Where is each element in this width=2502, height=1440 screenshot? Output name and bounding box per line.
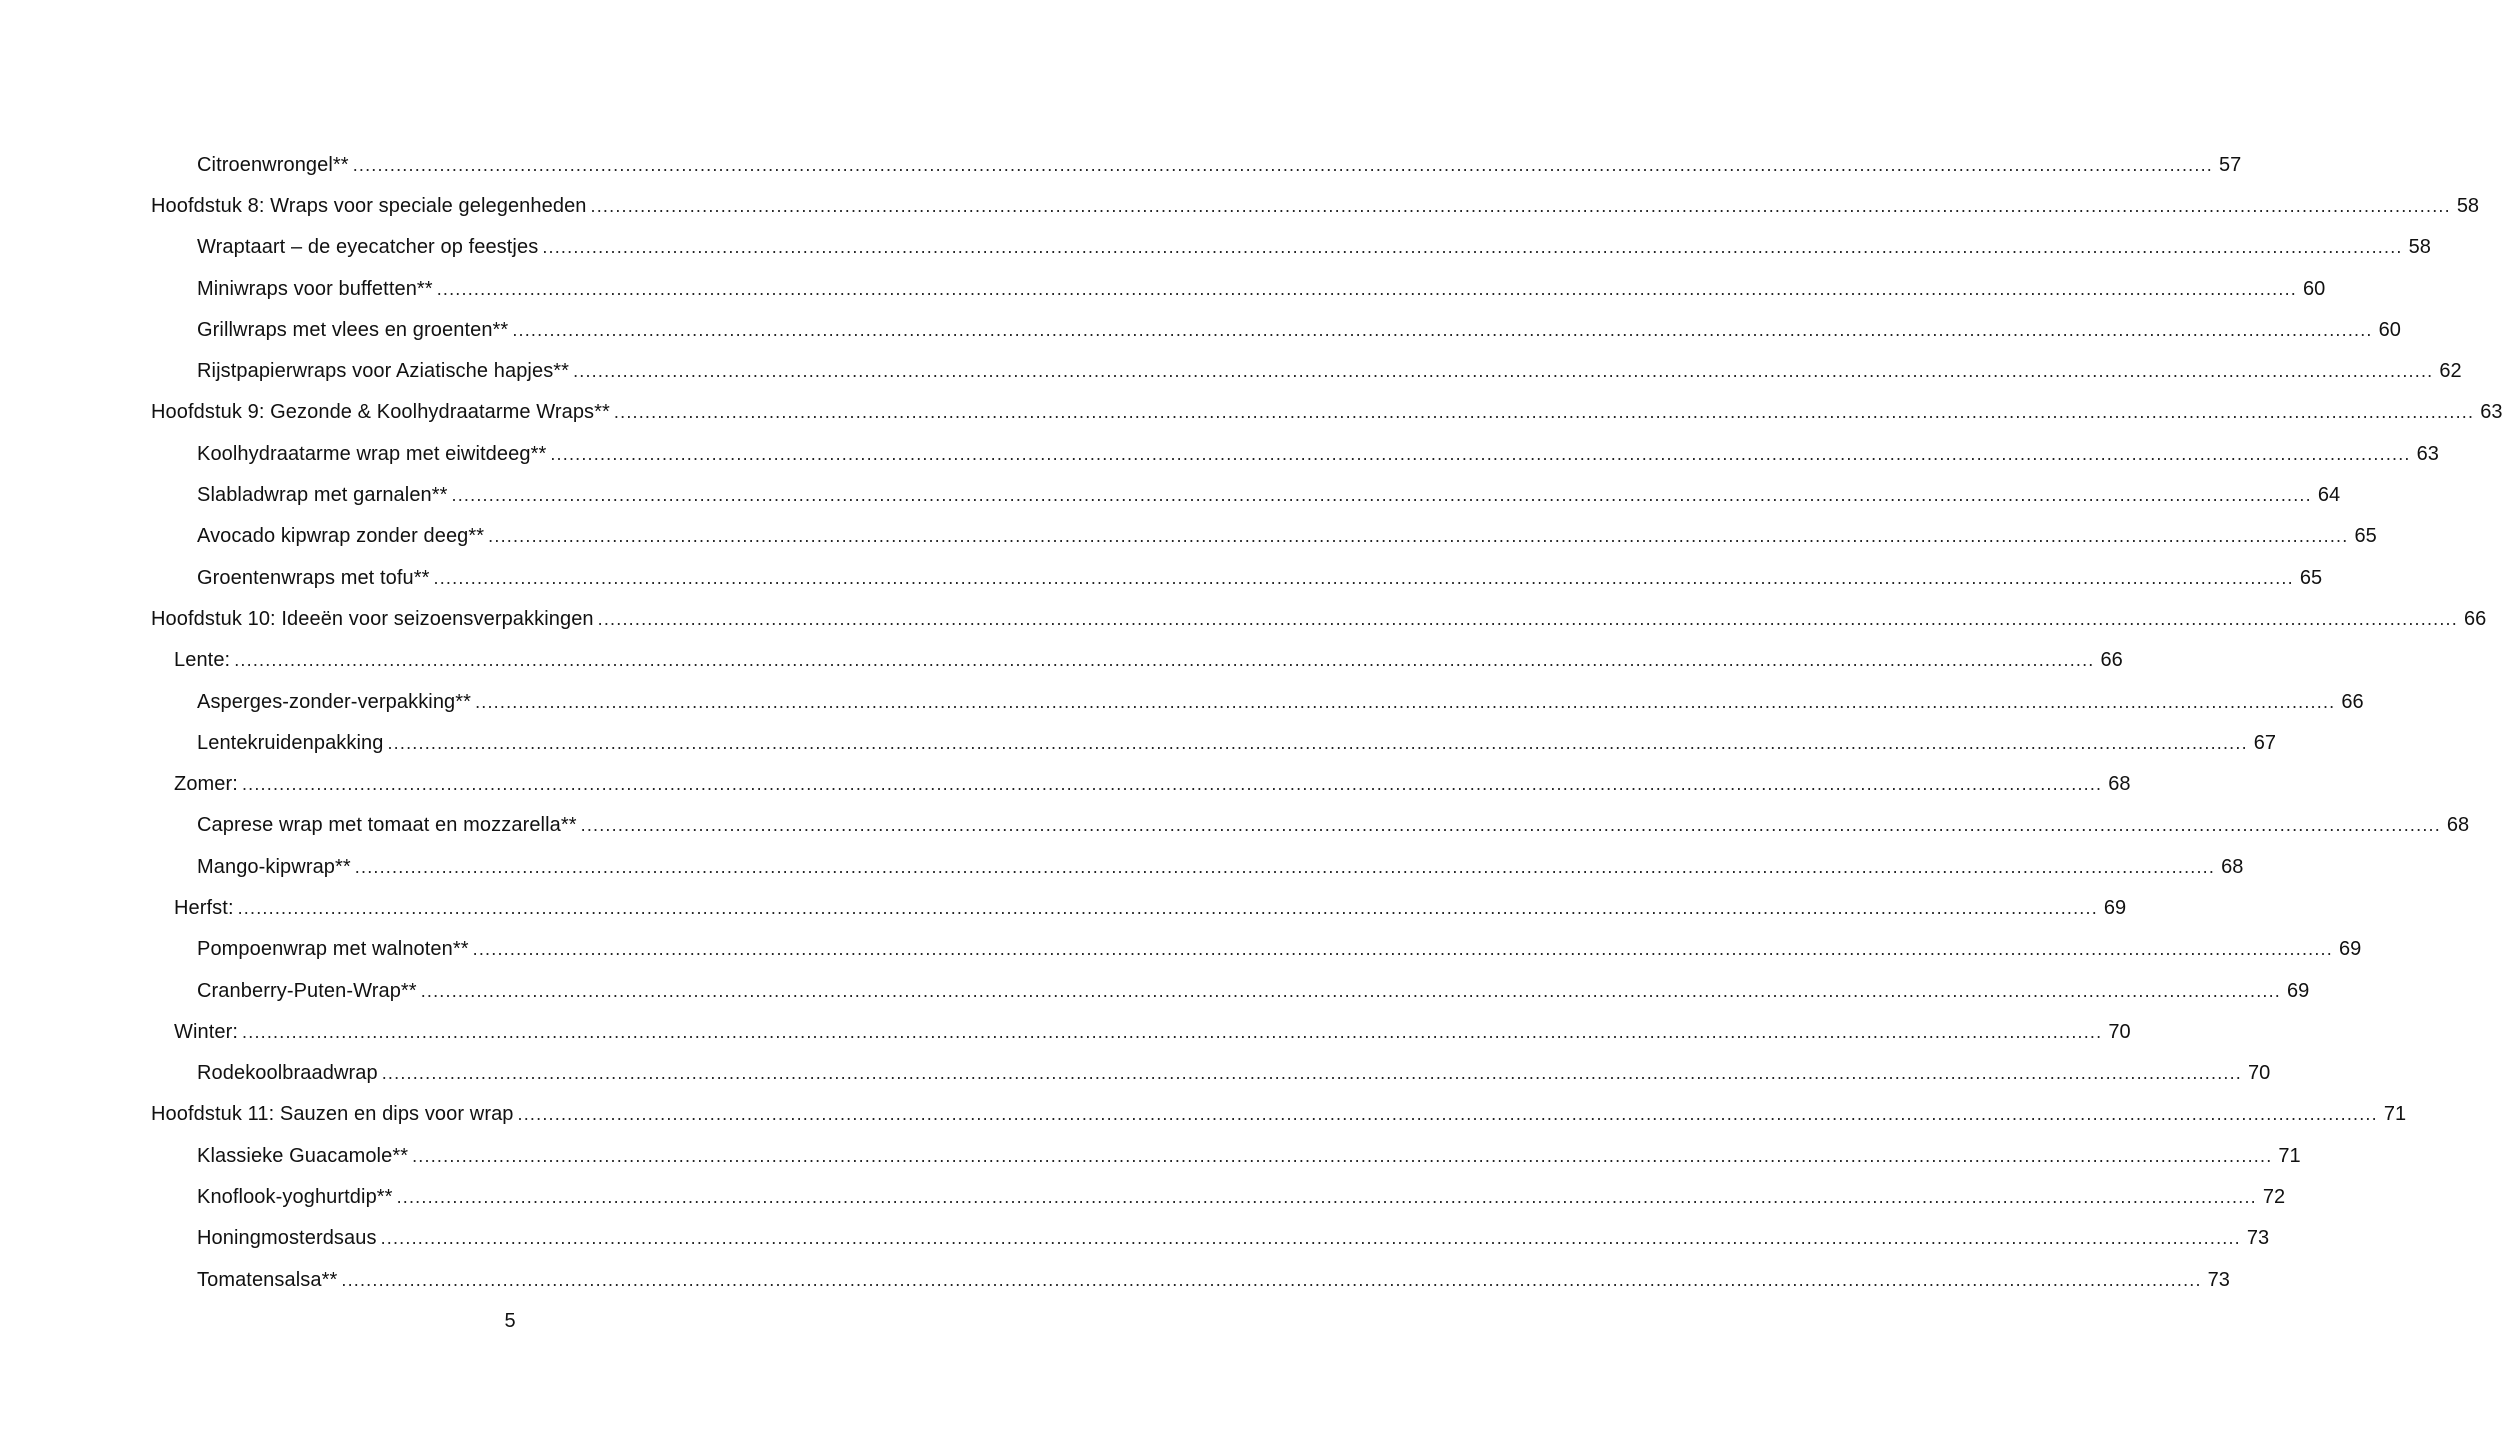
toc-dot-leader: ............................................................................................................................................................................................................................................................................................................ <box>352 154 2213 175</box>
toc-entry-title: Wraptaart – de eyecatcher op feestjes <box>197 236 539 259</box>
toc-chapter-entry[interactable] <box>0 598 2487 639</box>
toc-recipe-entry[interactable] <box>0 1259 2230 1300</box>
toc-dot-leader: ............................................................................................................................................................................................................................................................................................................ <box>472 939 2333 960</box>
toc-dot-leader: ............................................................................................................................................................................................................................................................................................................ <box>396 1187 2257 1208</box>
toc-entry-page: 65 <box>2299 566 2323 589</box>
toc-recipe-entry[interactable] <box>0 929 2362 970</box>
toc-entry-page: 65 <box>2354 525 2377 548</box>
toc-entry-title: Zomer: <box>174 773 238 796</box>
toc-chapter-entry[interactable] <box>0 1094 2407 1135</box>
toc-recipe-entry[interactable] <box>0 1176 2286 1217</box>
toc-dot-leader: ............................................................................................................................................................................................................................................................................................................ <box>237 897 2098 918</box>
toc-entry-title: Groentenwraps met tofu** <box>197 566 430 589</box>
toc-dot-leader: ............................................................................................................................................................................................................................................................................................................ <box>573 361 2434 382</box>
toc-entry-page: 71 <box>2278 1144 2301 1167</box>
toc-section-entry[interactable] <box>0 887 2127 928</box>
toc-entry-title: Hoofdstuk 11: Sauzen en dips voor wrap <box>151 1103 514 1126</box>
toc-dot-leader: ............................................................................................................................................................................................................................................................................................................ <box>488 526 2349 547</box>
toc-entry-page: 60 <box>2378 318 2401 341</box>
toc-entry-page: 60 <box>2302 277 2326 300</box>
toc-recipe-entry[interactable] <box>0 1053 2271 1094</box>
toc-dot-leader: ............................................................................................................................................................................................................................................................................................................ <box>341 1269 2202 1290</box>
toc-recipe-entry[interactable] <box>0 350 2462 391</box>
toc-dot-leader: ............................................................................................................................................................................................................................................................................................................ <box>354 856 2216 877</box>
toc-dot-leader: ............................................................................................................................................................................................................................................................................................................ <box>613 402 2475 423</box>
toc-entry-page: 69 <box>2103 896 2127 919</box>
toc-entry-title: Rodekoolbraadwrap <box>197 1062 378 1085</box>
toc-entry-title: Avocado kipwrap zonder deeg** <box>197 525 485 548</box>
toc-entry-page: 72 <box>2262 1186 2286 1209</box>
toc-entry-page: 63 <box>2416 442 2439 465</box>
toc-recipe-entry[interactable] <box>0 433 2439 474</box>
toc-dot-leader: ............................................................................................................................................................................................................................................................................................................ <box>580 815 2441 836</box>
toc-dot-leader: ............................................................................................................................................................................................................................................................................................................ <box>380 1228 2241 1249</box>
toc-recipe-entry[interactable] <box>0 1218 2270 1259</box>
toc-recipe-entry[interactable] <box>0 309 2401 350</box>
toc-recipe-entry[interactable] <box>0 846 2244 887</box>
toc-entry-title: Caprese wrap met tomaat en mozzarella** <box>197 814 577 837</box>
toc-recipe-entry[interactable] <box>0 681 2364 722</box>
toc-entry-title: Asperges-zonder-verpakking** <box>197 690 472 713</box>
toc-entry-page: 69 <box>2338 938 2362 961</box>
toc-entry-page: 71 <box>2383 1103 2407 1126</box>
toc-entry-page: 73 <box>2246 1227 2270 1250</box>
toc-entry-page: 62 <box>2439 360 2462 383</box>
toc-dot-leader: ............................................................................................................................................................................................................................................................................................................ <box>381 1063 2243 1084</box>
toc-entry-title: Honingmosterdsaus <box>197 1227 377 1250</box>
toc-section-entry[interactable] <box>0 763 2131 804</box>
toc-entry-title: Pompoenwrap met walnoten** <box>197 938 469 961</box>
toc-entry-title: Tomatensalsa** <box>197 1268 338 1291</box>
toc-recipe-entry[interactable] <box>0 557 2323 598</box>
toc-dot-leader: ............................................................................................................................................................................................................................................................................................................ <box>436 278 2297 299</box>
toc-dot-leader: ............................................................................................................................................................................................................................................................................................................ <box>387 732 2248 753</box>
toc-recipe-entry[interactable] <box>0 144 2242 185</box>
toc-entry-page: 73 <box>2207 1268 2230 1291</box>
toc-entry-page: 68 <box>2108 773 2131 796</box>
toc-entry-title: Rijstpapierwraps voor Aziatische hapjes** <box>197 360 570 383</box>
toc-section-entry[interactable] <box>0 640 2123 681</box>
toc-entry-title: Slabladwrap met garnalen** <box>197 484 448 507</box>
toc-entry-page: 58 <box>2456 194 2480 217</box>
toc-entry-page: 68 <box>2221 855 2244 878</box>
toc-dot-leader: ............................................................................................................................................................................................................................................................................................................ <box>234 650 2095 671</box>
toc-entry-title: Cranberry-Puten-Wrap** <box>197 979 417 1002</box>
toc-entry-page: 66 <box>2463 607 2487 630</box>
toc-section-entry[interactable] <box>0 1011 2131 1052</box>
toc-entry-page: 66 <box>2341 690 2364 713</box>
toc-dot-leader: ............................................................................................................................................................................................................................................................................................................ <box>512 319 2373 340</box>
toc-recipe-entry[interactable] <box>0 474 2341 515</box>
toc-entry-page: 66 <box>2100 649 2123 672</box>
toc-entry-page: 67 <box>2253 731 2277 754</box>
toc-dot-leader: ............................................................................................................................................................................................................................................................................................................ <box>420 980 2281 1001</box>
toc-entry-title: Herfst: <box>174 896 234 919</box>
toc-dot-leader: ............................................................................................................................................................................................................................................................................................................ <box>412 1145 2273 1166</box>
toc-entry-title: Grillwraps met vlees en groenten** <box>197 318 509 341</box>
page-number: 5 <box>504 1310 516 1332</box>
toc-recipe-entry[interactable] <box>0 805 2470 846</box>
toc-entry-title: Winter: <box>174 1020 239 1043</box>
toc-recipe-entry[interactable] <box>0 722 2277 763</box>
toc-dot-leader: ............................................................................................................................................................................................................................................................................................................ <box>597 608 2458 629</box>
toc-dot-leader: ............................................................................................................................................................................................................................................................................................................ <box>542 237 2403 258</box>
toc-dot-leader: ............................................................................................................................................................................................................................................................................................................ <box>475 691 2336 712</box>
toc-entry-title: Hoofdstuk 10: Ideeën voor seizoensverpakkingen <box>151 607 594 630</box>
toc-entry-title: Klassieke Guacamole** <box>197 1144 409 1167</box>
toc-dot-leader: ............................................................................................................................................................................................................................................................................................................ <box>590 195 2451 216</box>
toc-recipe-entry[interactable] <box>0 970 2310 1011</box>
toc-recipe-entry[interactable] <box>0 268 2326 309</box>
toc-dot-leader: ............................................................................................................................................................................................................................................................................................................ <box>241 774 2103 795</box>
toc-dot-leader: ............................................................................................................................................................................................................................................................................................................ <box>517 1104 2378 1125</box>
toc-entry-page: 69 <box>2287 979 2310 1002</box>
toc-entry-page: 58 <box>2408 236 2431 259</box>
toc-chapter-entry[interactable] <box>0 392 2502 433</box>
toc-dot-leader: ............................................................................................................................................................................................................................................................................................................ <box>433 567 2294 588</box>
toc-dot-leader: ............................................................................................................................................................................................................................................................................................................ <box>242 1021 2103 1042</box>
toc-entry-title: Hoofdstuk 8: Wraps voor speciale gelegenheden <box>151 194 587 217</box>
toc-dot-leader: ............................................................................................................................................................................................................................................................................................................ <box>550 443 2411 464</box>
toc-recipe-entry[interactable] <box>0 1135 2301 1176</box>
toc-dot-leader: ............................................................................................................................................................................................................................................................................................................ <box>451 485 2312 506</box>
toc-entry-page: 63 <box>2480 401 2502 424</box>
toc-entry-page: 68 <box>2446 814 2470 837</box>
toc-entry-title: Citroenwrongel** <box>197 153 349 176</box>
toc-recipe-entry[interactable] <box>0 227 2431 268</box>
toc-entry-title: Hoofdstuk 9: Gezonde & Koolhydraatarme Wraps** <box>151 401 610 424</box>
toc-entry-page: 57 <box>2218 153 2242 176</box>
toc-entry-title: Knoflook-yoghurtdip** <box>197 1186 393 1209</box>
toc-entry-title: Koolhydraatarme wrap met eiwitdeeg** <box>197 442 547 465</box>
toc-entry-page: 70 <box>2108 1020 2131 1043</box>
toc-entry-page: 70 <box>2248 1062 2271 1085</box>
toc-entry-title: Lente: <box>174 649 231 672</box>
toc-entry-title: Mango-kipwrap** <box>197 855 351 878</box>
table-of-contents <box>0 144 2502 1300</box>
toc-entry-title: Miniwraps voor buffetten** <box>197 277 433 300</box>
toc-entry-title: Lentekruidenpakking <box>197 731 384 754</box>
toc-chapter-entry[interactable] <box>0 185 2480 226</box>
toc-entry-page: 64 <box>2317 484 2341 507</box>
toc-recipe-entry[interactable] <box>0 516 2377 557</box>
